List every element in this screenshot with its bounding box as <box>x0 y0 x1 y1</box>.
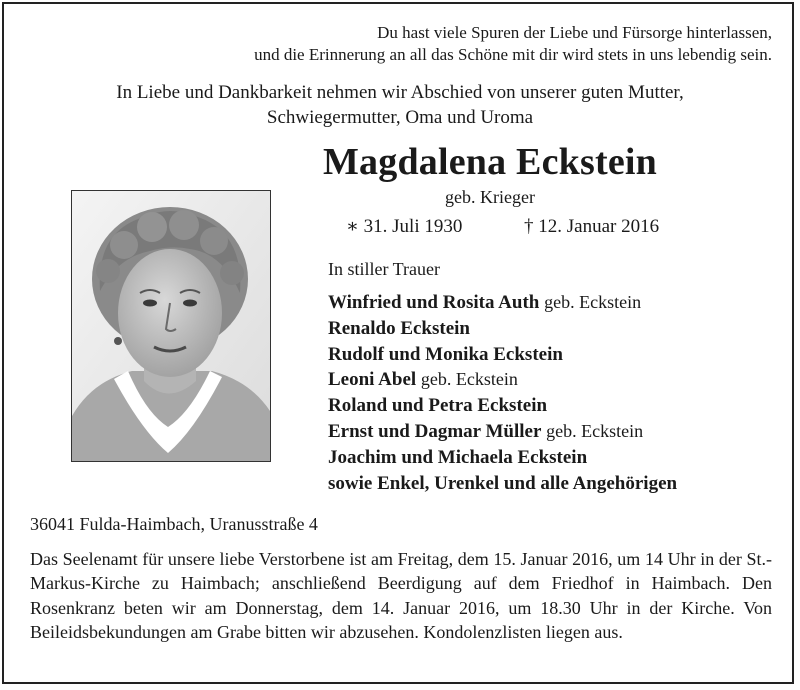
family-address: 36041 Fulda-Haimbach, Uranusstraße 4 <box>30 514 318 534</box>
mourner-item <box>328 367 677 393</box>
mourner-item <box>328 471 677 497</box>
deceased-name: Magdalena Eckstein <box>322 141 657 183</box>
death-date: † 12. Januar 2016 <box>524 216 660 237</box>
mourning-label: In stiller Trauer <box>328 259 440 279</box>
mourner-list <box>328 290 677 496</box>
mourner-name: Renaldo Eckstein <box>328 317 470 339</box>
mourner-name: sowie Enkel, Urenkel und alle Angehörigen <box>328 472 678 494</box>
mourner-item <box>328 419 677 445</box>
mourner-name: Roland und Petra Eckstein <box>328 395 548 417</box>
portrait-photo <box>71 190 271 462</box>
birth-date: ∗ 31. Juli 1930 <box>346 216 463 237</box>
funeral-notice: Das Seelenamt für unsere liebe Verstorbene ist am Freitag, dem 15. Januar 2016, um 14 Uhr in der St.-Markus-Kirche zu Haimbach; anschließend Beerdigung auf dem Friedhof in Haimbach. Den Rosenkranz beten wir am Donnerstag, dem 14. Januar 2016, um 18.30 Uhr in der Kirche. Von Beileidsbekundungen am Grabe bitten wir abzusehen. Kondolenzlisten liegen aus. <box>30 549 772 642</box>
mourner-name: Rudolf und Monika Eckstein <box>328 343 563 365</box>
mourner-name: Joachim und Michaela Eckstein <box>328 446 588 468</box>
portrait-illustration <box>72 191 270 461</box>
quote-line-2: und die Erinnerung an all das Schöne mit dir wird stets in uns lebendig sein. <box>254 45 772 64</box>
mourner-name: Leoni Abel <box>328 369 417 391</box>
intro-line-2: Schwiegermutter, Oma und Uroma <box>266 107 534 128</box>
quote-line-1: Du hast viele Spuren der Liebe und Fürsorge hinterlassen, <box>377 23 772 42</box>
mourner-item <box>328 342 677 368</box>
mourner-birth-name: geb. Eckstein <box>546 420 644 441</box>
intro-text <box>0 80 800 130</box>
mourner-birth-name: geb. Eckstein <box>544 292 642 312</box>
deceased-birth-name: geb. Krieger <box>445 187 535 207</box>
mourner-item <box>328 290 677 316</box>
mourner-item <box>328 393 677 419</box>
mourner-name: Winfried und Rosita Auth <box>328 292 540 313</box>
mourner-item <box>328 445 677 471</box>
mourner-name: Ernst und Dagmar Müller <box>328 420 542 442</box>
mourner-item <box>328 316 677 342</box>
mourner-birth-name: geb. Eckstein <box>420 369 518 390</box>
intro-line-1: In Liebe und Dankbarkeit nehmen wir Abschied von unserer guten Mutter, <box>116 82 684 103</box>
memorial-quote <box>254 22 772 66</box>
